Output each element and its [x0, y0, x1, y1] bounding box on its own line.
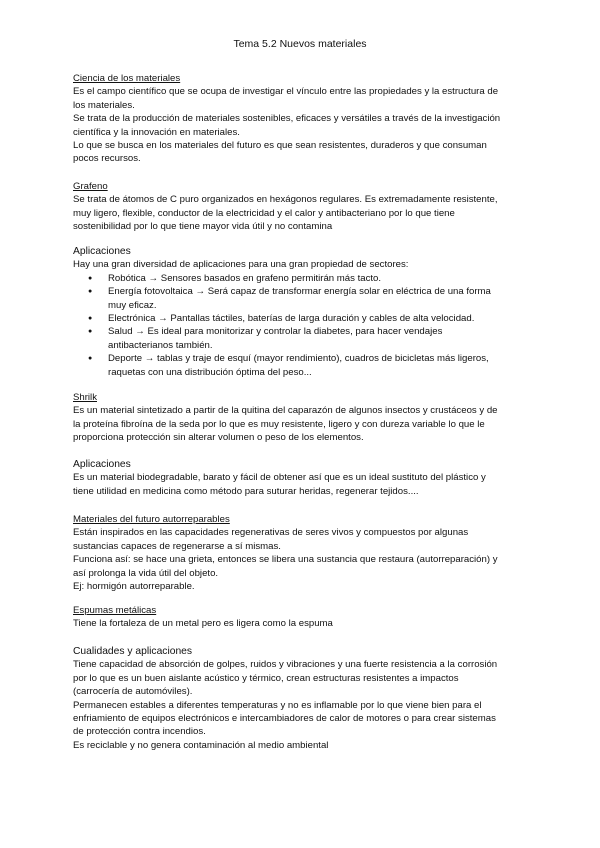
list-item: [73, 285, 533, 312]
text-line: tiene utilidad en medicina como método para suturar heridas, regenerar tejidos....: [73, 485, 419, 497]
text-line: los materiales.: [73, 99, 135, 111]
text-line: proporciona protección sin alterar volumen o peso de los elementos.: [73, 432, 364, 444]
list-item-text: raquetas con una distribución óptima del peso...: [108, 366, 312, 378]
document-title: Tema 5.2 Nuevos materiales: [233, 38, 367, 50]
text-line: Se trata de átomos de C puro organizados en hexágonos regulares. Es extremadamente resistente,: [73, 194, 498, 206]
section-heading: Cualidades y aplicaciones: [73, 646, 193, 657]
text-line: enfriamiento de equipos electrónicos e intercambiadores de calor de motores o para crear sistemas: [73, 713, 496, 725]
section-heading: Ciencia de los materiales: [73, 73, 181, 84]
bullet-list: [73, 272, 533, 379]
text-line: Están inspirados en las capacidades regenerativas de seres vivos y compuestos por algunas: [73, 527, 469, 539]
section-heading: Materiales del futuro autorreparables: [73, 514, 230, 525]
list-item-text: Electrónica → Pantallas táctiles, baterías de larga duración y cables de alta velocidad.: [108, 313, 475, 325]
list-item: [73, 272, 533, 285]
text-line: Es reciclable y no genera contaminación al medio ambiental: [73, 739, 329, 751]
section-aplicaciones-grafeno: [73, 245, 533, 379]
list-item: [73, 312, 533, 325]
text-line: Funciona así: se hace una grieta, entonces se libera una sustancia que restaura (autorreparación) y: [73, 554, 498, 566]
section-grafeno: [73, 180, 533, 234]
section-shrilk: [73, 391, 533, 445]
list-item: [73, 325, 533, 352]
text-line: Es un material sintetizado a partir de la quitina del caparazón de algunos insectos y crustáceos y de: [73, 405, 498, 417]
text-line: científica y la innovación en materiales.: [73, 126, 240, 138]
list-item-text: muy eficaz.: [108, 299, 157, 311]
text-line: Se trata de la producción de materiales sostenibles, eficaces y versátiles a través de la investigación: [73, 113, 501, 125]
section-autorreparables: [73, 513, 533, 593]
section-ciencia: [73, 72, 533, 166]
section-heading: Aplicaciones: [73, 246, 131, 257]
list-item-text: Deporte → tablas y traje de esquí (mayor rendimiento), cuadros de bicicletas más ligeros,: [108, 353, 489, 365]
section-aplicaciones-shrilk: [73, 458, 533, 498]
text-line: sostenibilidad por lo que tiene mayor vida útil y no contamina: [73, 221, 333, 233]
list-item-text: antibacterianos también.: [108, 339, 213, 351]
text-line: pocos recursos.: [73, 153, 141, 165]
list-item: [73, 352, 533, 379]
text-line: Lo que se busca en los materiales del futuro es que sean resistentes, duraderos y que consuman: [73, 140, 487, 152]
list-item-text: Salud → Es ideal para monitorizar y controlar la diabetes, para hacer vendajes: [108, 326, 443, 338]
text-line: Permanecen estables a diferentes temperaturas y no es inflamable por lo que viene bien para el: [73, 699, 482, 711]
text-line: Es un material biodegradable, barato y fácil de obtener así que es un ideal sustituto del plástico y: [73, 472, 486, 484]
section-espumas: [73, 604, 533, 631]
text-line: Tiene la fortaleza de un metal pero es ligera como la espuma: [73, 618, 333, 630]
text-line: Ej: hormigón autorreparable.: [73, 581, 195, 593]
section-heading: Espumas metálicas: [73, 605, 157, 616]
list-item-text: Energía fotovoltaica → Será capaz de transformar energía solar en eléctrica de una forma: [108, 286, 491, 298]
section-heading: Aplicaciones: [73, 459, 131, 470]
text-line: de protección contra incendios.: [73, 726, 206, 738]
text-line: por lo que es un buen aislante acústico y térmico, crean estructuras resistentes a impactos: [73, 672, 459, 684]
section-cualidades: [73, 645, 533, 752]
list-item-text: Robótica → Sensores basados en grafeno permitirán más tacto.: [108, 272, 382, 284]
text-line: la proteína fibroína de la seda por lo que es muy resistente, ligero y con dureza variable lo que le: [73, 418, 485, 430]
text-line: así prolonga la vida útil del objeto.: [73, 567, 219, 579]
text-line: (carrocería de automóviles).: [73, 686, 193, 698]
text-line: sustancias capaces de regenerarse a sí mismas.: [73, 540, 281, 552]
text-line: muy ligero, flexible, conductor de la electricidad y el calor y antibacteriano por lo que tiene: [73, 207, 455, 219]
text-line: Es el campo científico que se ocupa de investigar el vínculo entre las propiedades y la estructura de: [73, 86, 499, 98]
text-line: Hay una gran diversidad de aplicaciones para una gran propiedad de sectores:: [73, 259, 409, 271]
section-heading: Grafeno: [73, 181, 108, 192]
text-line: Tiene capacidad de absorción de golpes, ruidos y vibraciones y una fuerte resistencia a la corrosión: [73, 659, 498, 671]
section-heading: Shrilk: [73, 392, 97, 403]
